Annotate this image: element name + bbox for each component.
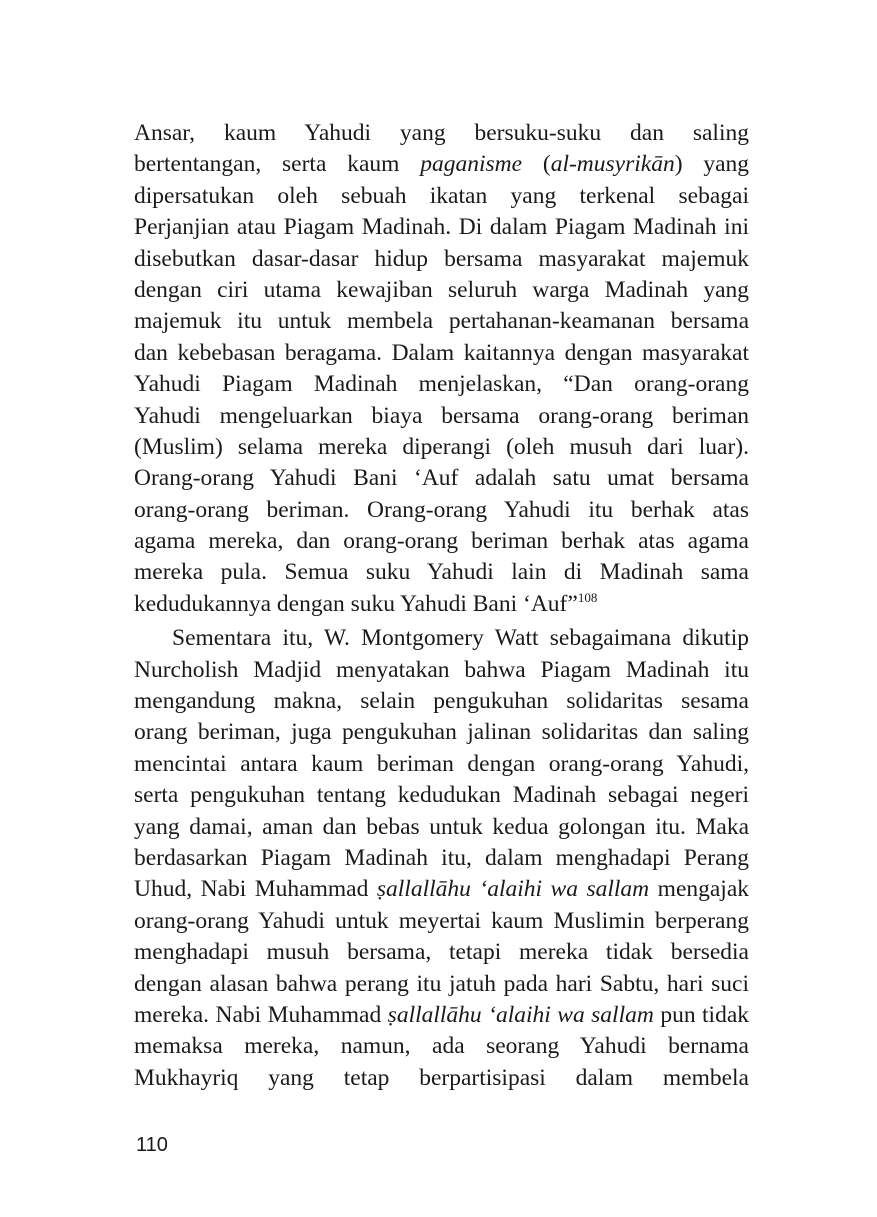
text-run (543, 151, 749, 177)
text-line (134, 1000, 749, 1031)
italic-honorific: ṣallallāhu ‘alaihi wa sallam (376, 876, 650, 903)
text-line: orang beriman, juga pengukuhan jalinan solidaritas dan saling (134, 719, 749, 746)
text-line: Orang-orang Yahudi Bani ‘Auf adalah satu umat bersama (134, 465, 749, 492)
paren-open: ( (542, 151, 551, 178)
text-line: yang damai, aman dan bebas untuk kedua golongan itu. Maka (134, 813, 749, 840)
text-line (134, 874, 749, 905)
text-line: dengan ciri utama kewajiban seluruh warga Madinah yang (134, 276, 749, 303)
text-line: mencintai antara kaum beriman dengan orang-orang Yahudi, (134, 750, 749, 777)
text-line: Yahudi mengeluarkan biaya bersama orang-orang beriman (134, 402, 749, 429)
text-run: bertentangan, serta kaum (134, 151, 400, 178)
text-run: kedudukannya dengan suku Yahudi Bani ‘Auf” (134, 590, 578, 617)
text-line: majemuk itu untuk membela pertahanan-keamanan bersama (134, 308, 749, 335)
text-line: memaksa mereka, namun, ada seorang Yahudi bernama (134, 1033, 749, 1060)
paragraph-2 (134, 623, 749, 1094)
text-line: Mukhayriq yang tetap berpartisipasi dalam membela (134, 1064, 749, 1091)
text-line: disebutkan dasar-dasar hidup bersama masyarakat majemuk (134, 245, 749, 272)
text-line: Yahudi Piagam Madinah menjelaskan, “Dan orang-orang (134, 371, 749, 398)
text-line: Sementara itu, W. Montgomery Watt sebagaimana dikutip (172, 625, 749, 652)
text-line: Perjanjian atau Piagam Madinah. Di dalam Piagam Madinah ini (134, 214, 749, 241)
text-run: mereka. Nabi Muhammad (134, 1001, 382, 1028)
text-line: mereka pula. Semua suku Yahudi lain di Madinah sama (134, 559, 749, 586)
text-line: mengandung makna, selain pengukuhan solidaritas sesama (134, 688, 749, 715)
body-text (134, 118, 749, 1094)
text-line: dipersatukan oleh sebuah ikatan yang terkenal sebagai (134, 182, 749, 209)
text-line: (Muslim) selama mereka diperangi (oleh musuh dari luar). (134, 433, 749, 460)
text-line: Ansar, kaum Yahudi yang bersuku-suku dan saling (134, 120, 749, 146)
italic-term-paganisme: paganisme (420, 151, 523, 178)
text-line (134, 589, 749, 620)
text-line: orang-orang beriman. Orang-orang Yahudi itu berhak atas (134, 496, 749, 523)
text-line (134, 149, 749, 180)
text-line: agama mereka, dan orang-orang beriman berhak atas agama (134, 528, 749, 555)
text-run: mengajak (657, 876, 750, 903)
text-line: orang-orang Yahudi untuk meyertai kaum Muslimin berperang (134, 907, 749, 934)
text-line: menghadapi musuh bersama, tetapi mereka tidak bersedia (134, 939, 749, 966)
text-line: berdasarkan Piagam Madinah itu, dalam menghadapi Perang (134, 844, 749, 871)
text-run: Uhud, Nabi Muhammad (134, 876, 369, 903)
italic-honorific: ṣallallāhu ‘alaihi wa sallam (387, 1001, 654, 1028)
footnote-reference: 108 (577, 589, 598, 605)
text-line: dan kebebasan beragama. Dalam kaitannya dengan masyarakat (134, 339, 749, 366)
paren-close-tail: ) yang (674, 151, 750, 178)
text-line: serta pengukuhan tentang kedudukan Madinah sebagai negeri (134, 782, 749, 809)
text-run: pun tidak (660, 1001, 750, 1028)
paragraph-1 (134, 118, 749, 620)
text-line: Nurcholish Madjid menyatakan bahwa Piagam Madinah itu (134, 656, 749, 683)
page-number: 110 (136, 1134, 168, 1156)
italic-term-al-musyrikan: al-musyrikān (550, 151, 675, 178)
text-line: dengan alasan bahwa perang itu jatuh pada hari Sabtu, hari suci (134, 970, 749, 997)
